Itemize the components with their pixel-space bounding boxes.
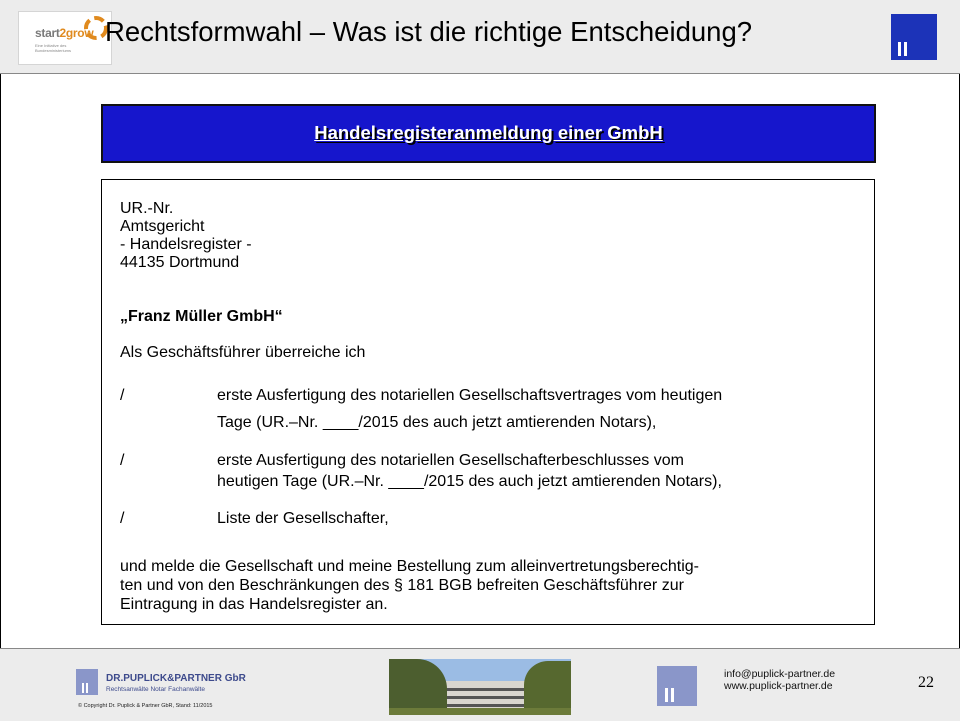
company-name: „Franz Müller GmbH“ [120, 308, 283, 325]
puplick-footer-logo-icon [657, 666, 697, 706]
item-2-line-1: erste Ausfertigung des notariellen Gesellschafterbeschlusses vom [217, 452, 684, 469]
item-3-marker: / [120, 510, 125, 527]
court: Amtsgericht [120, 218, 205, 235]
website-link[interactable]: www.puplick-partner.de [724, 679, 833, 692]
brand-part-start: start [35, 26, 60, 40]
city: 44135 Dortmund [120, 254, 240, 271]
start2grow-tagline [35, 43, 71, 53]
slide-title: Rechtsformwahl – Was ist die richtige Entscheidung? [105, 16, 753, 47]
firm-name: DR.PUPLICK&PARTNER GbR [106, 673, 246, 684]
closing-line-3: Eintragung in das Handelsregister an. [120, 596, 388, 613]
intro-text: Als Geschäftsführer überreiche ich [120, 344, 366, 361]
item-3-line-1: Liste der Gesellschafter, [217, 510, 389, 527]
item-1-marker: / [120, 387, 125, 404]
closing-line-1: und melde die Gesellschaft und meine Bestellung zum alleinvertretungsberechtig- [120, 558, 699, 575]
brand-part-2grow: 2grow [59, 26, 94, 40]
start2grow-brand [35, 26, 93, 40]
slide-footer [0, 648, 960, 721]
document-box [101, 179, 875, 625]
tagline-line-1: Eine Initiative des [35, 43, 67, 48]
section-heading: Handelsregisteranmeldung einer GmbH [314, 122, 663, 143]
puplick-corner-logo-icon [891, 14, 937, 60]
closing-line-2: ten und von den Beschränkungen des § 181 BGB befreiten Geschäftsführer zur [120, 577, 684, 594]
slide-header [0, 0, 960, 74]
section-heading-box [101, 104, 876, 163]
item-1-line-1: erste Ausfertigung des notariellen Gesellschaftsvertrages vom heutigen [217, 387, 723, 404]
ur-nr: UR.-Nr. [120, 200, 174, 217]
puplick-mark-icon [76, 669, 98, 695]
start2grow-logo [18, 11, 112, 65]
office-building-photo [389, 659, 571, 715]
email-link[interactable]: info@puplick-partner.de [724, 668, 836, 680]
register: - Handelsregister - [120, 236, 252, 253]
firm-subtitle: Rechtsanwälte Notar Fachanwälte [106, 686, 205, 693]
tagline-line-2: Bundesministeriums [35, 48, 72, 53]
item-2-line-2: heutigen Tage (UR.–Nr. ____/2015 des auch jetzt amtierenden Notars), [217, 473, 722, 490]
contact-info [724, 669, 835, 692]
item-2-marker: / [120, 452, 125, 469]
copyright-notice: © Copyright Dr. Puplick & Partner GbR, Stand: 11/2015 [78, 703, 213, 709]
page-number: 22 [918, 674, 934, 691]
item-1-line-2: Tage (UR.–Nr. ____/2015 des auch jetzt amtierenden Notars), [217, 414, 657, 431]
